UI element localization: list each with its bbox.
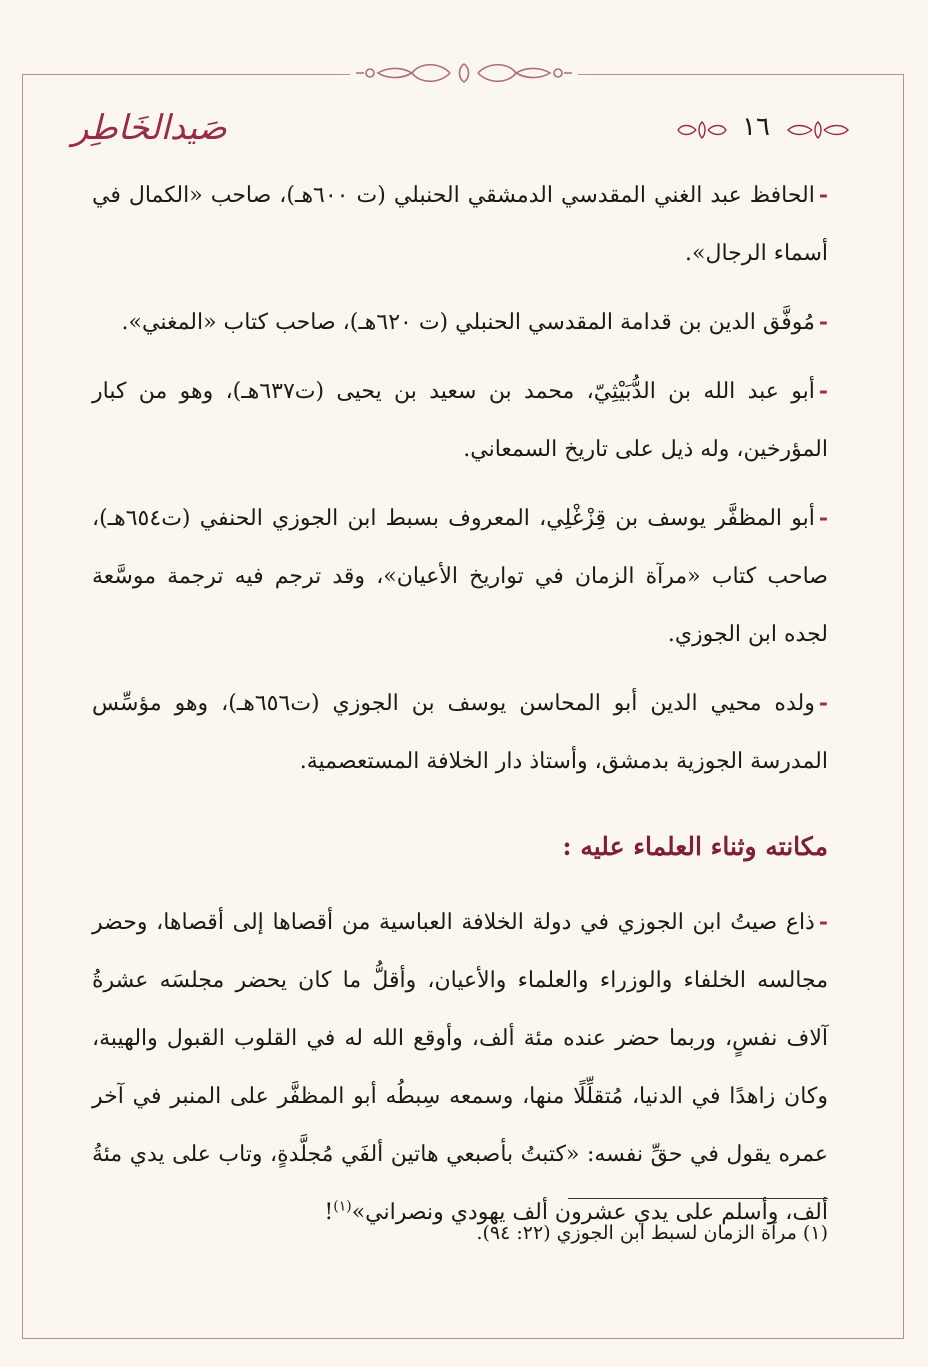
paragraph-text: ذاع صيتُ ابن الجوزي في دولة الخلافة العباسية من أقصاها إلى أقصاها، وحضر مجالسه الخلفاء والوزراء والعلماء والأعيان، وأقلُّ ما كان يحضر مجلسَه عشرةُ آلاف نفسٍ، وربما حضر عنده مئة ألف، وأوقع الله له في القلوب القبول والهيبة، وكان زاهدًا في الدنيا، مُتقلِّلًا منها، وسمعه سِبطُه أبو المظفَّر على المنبر في آخر عمره يقول في حقِّ نفسه: «كتبتُ بأصبعي هاتين ألفَي مُجلَّدةٍ، وتاب على يدي مئةُ ألف، وأسلم على يدي عشرون ألف يهودي ونصراني» bbox=[92, 910, 829, 1225]
dash-bullet: - bbox=[818, 505, 828, 531]
book-title: صَيدالخَاطِر bbox=[72, 108, 227, 148]
footnote-divider bbox=[568, 1198, 828, 1199]
top-ornament-icon bbox=[350, 58, 578, 88]
footnote-reference[interactable]: (١) bbox=[333, 1198, 352, 1215]
page-number: ١٦ bbox=[742, 112, 770, 142]
dash-bullet: - bbox=[818, 909, 828, 935]
entry-text: أبو عبد الله بن الدُّبَيْثِيّ، محمد بن سعيد بن يحيى (ت٦٣٧هـ)، وهو من كبار المؤرخين، وله ذيل على تاريخ السمعاني. bbox=[92, 379, 828, 462]
praise-paragraph bbox=[92, 893, 828, 1242]
entry-text: ولده محيي الدين أبو المحاسن يوسف بن الجوزي (ت٦٥٦هـ)، وهو مؤسِّس المدرسة الجوزية بدمشق، وأستاذ دار الخلافة المستعصمية. bbox=[92, 691, 828, 774]
scholar-entry bbox=[92, 166, 828, 283]
scholar-entry bbox=[92, 362, 828, 479]
entry-text: مُوفَّق الدين بن قدامة المقدسي الحنبلي (ت ٦٢٠هـ)، صاحب كتاب «المغني». bbox=[121, 310, 815, 335]
header-ornament-icon bbox=[780, 118, 856, 142]
scholar-entry bbox=[92, 674, 828, 791]
dash-bullet: - bbox=[818, 309, 828, 335]
scholar-entry bbox=[92, 293, 828, 352]
dash-bullet: - bbox=[818, 378, 828, 404]
closing-mark: ! bbox=[324, 1200, 334, 1225]
page-content bbox=[92, 166, 828, 1264]
header-ornament-icon bbox=[674, 118, 730, 142]
dash-bullet: - bbox=[818, 182, 829, 208]
page-header bbox=[72, 108, 856, 152]
scholar-entry bbox=[92, 489, 828, 664]
section-heading: مكانته وثناء العلماء عليه : bbox=[562, 832, 828, 861]
dash-bullet: - bbox=[818, 690, 828, 716]
footnote: (١) مرآة الزمان لسبط ابن الجوزي (٢٢: ٩٤). bbox=[476, 1222, 828, 1244]
entry-text: الحافظ عبد الغني المقدسي الدمشقي الحنبلي (ت ٦٠٠هـ)، صاحب «الكمال في أسماء الرجال». bbox=[92, 183, 828, 266]
entry-text: أبو المظفَّر يوسف بن قِزْغْلِي، المعروف بسبط ابن الجوزي الحنفي (ت٦٥٤هـ)، صاحب كتاب «مرآة الزمان في تواريخ الأعيان»، وقد ترجم فيه ترجمة موسَّعة لجده ابن الجوزي. bbox=[92, 506, 828, 647]
